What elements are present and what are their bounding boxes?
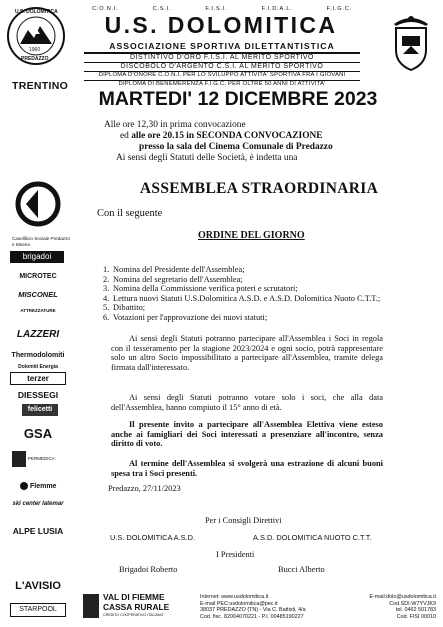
distinction-line: DIPLOMA DI BENEMERENZA F.I.G.C. PER OLTRE 50 ANNI DI ATTIVITA' bbox=[118, 81, 326, 87]
agenda-item: 5. Dibattito; bbox=[103, 303, 146, 313]
association-subtitle: ASSOCIAZIONE SPORTIVA DILETTANTISTICA bbox=[109, 41, 335, 51]
president-name-2: Bucci Alberto bbox=[278, 565, 325, 574]
convocation-block bbox=[104, 120, 384, 164]
sponsor-thermodolomiti: Thermodolomiti bbox=[11, 352, 65, 359]
assembly-title: ASSEMBLEA STRAORDINARIA bbox=[139, 180, 379, 197]
sponsor-flemme: Flemme bbox=[30, 483, 57, 490]
agenda-title: ORDINE DEL GIORNO bbox=[198, 230, 305, 241]
club-signature-1: U.S. DOLOMITICA A.S.D. bbox=[110, 533, 196, 542]
sponsor-diessegi: DIESSEGI bbox=[17, 390, 59, 400]
agenda-list bbox=[103, 265, 383, 323]
federation-label: C.O.N.I. bbox=[92, 6, 119, 12]
convocation-line-4: Ai sensi degli Statuti delle Società, è indetta una bbox=[116, 153, 298, 163]
participation-paragraph: Ai sensi degli Statuti potranno partecipare all'Assemblea i Soci in regola con il tesseramento per la stagione 2023/2024 e ogni socio, potrà rappresentare solo un altro Socio impossibilitato a partecipare all'Assemblea, tramite delega firmata dall'interessato. bbox=[111, 334, 383, 372]
with-following-label: Con il seguente bbox=[97, 208, 163, 219]
sponsor-felicetti: felicetti bbox=[22, 404, 58, 416]
flemme-icon bbox=[20, 482, 28, 490]
permedica-icon bbox=[12, 451, 26, 467]
distinction-line: DISTINTIVO D'ORO F.I.S.I. AL MERITO SPORTIVO bbox=[130, 54, 314, 61]
logo-year: 1960 bbox=[29, 47, 41, 53]
agenda-item: 6. Votazioni per l'approvazione dei nuovi statuti; bbox=[103, 312, 268, 322]
club-logo bbox=[6, 6, 66, 68]
bank-logo: VAL DI FIEMME CASSA RURALE CREDITO COOPERATIVO ITALIANO bbox=[83, 592, 195, 622]
logo-text-bottom: PREDAZZO bbox=[21, 56, 49, 62]
sponsor-latemar: ski center latemar bbox=[12, 501, 64, 507]
sponsor-gsa: GSA bbox=[23, 426, 53, 441]
place-date: Predazzo, 27/11/2023 bbox=[108, 484, 181, 493]
agenda-item: 4. Lettura nuovi Statuti U.S.Dolomitica A.S.D. e A.S.D. Dolomitica Nuoto C.T.T.; bbox=[103, 293, 381, 303]
date-title: MARTEDI' 12 DICEMBRE 2023 bbox=[98, 88, 378, 110]
federation-label: C.S.I. bbox=[152, 6, 172, 12]
sponsor-brigadoi: brigadoi bbox=[10, 251, 64, 263]
agenda-item: 1. Nomina del Presidente dell'Assemblea; bbox=[103, 265, 245, 274]
federation-label: F.I.G.C. bbox=[326, 6, 352, 12]
sponsor-dolomiti-energia: Dolomiti Energia bbox=[18, 364, 58, 370]
sponsor-terzer: terzer bbox=[10, 372, 66, 385]
club-name: U.S. DOLOMITICA bbox=[104, 12, 338, 38]
boards-label: Per i Consigli Direttivi bbox=[205, 516, 282, 525]
municipal-crest bbox=[386, 10, 436, 72]
sponsor-alpe-lusia: ALPE LUSIA bbox=[12, 526, 64, 536]
convocation-line-2: ed alle ore 20.15 in SECONDA CONVOCAZIONE bbox=[120, 131, 323, 141]
voting-paragraph: Ai sensi degli Statuti potranno votare solo i soci, che alla data dell'Assemblea, hanno compiuto il 15° anno di età. bbox=[111, 393, 383, 412]
invitation-paragraph: Il presente invito a partecipare all'Assemblea Elettiva viene esteso anche ai famigliari dei Soci interessati a presenziare all'incontro, senza diritto di voto. bbox=[111, 420, 383, 449]
sponsor-starpool: STARPOOL bbox=[10, 603, 66, 617]
distinction-line: DIPLOMA D'ONORE C.O.N.I. PER LO SVILUPPO ATTIVITA' SPORTIVA FRA I GIOVANI bbox=[98, 72, 346, 78]
sponsor-misconel: MISCONEL bbox=[18, 290, 58, 299]
agenda-item: 3. Nomina della Commissione verifica poteri e scrutatori; bbox=[103, 284, 298, 294]
sponsor-lazzeri: LAZZERI bbox=[16, 329, 60, 340]
sponsor-caseificio: Casolificio Sociale Predazzo e Moena bbox=[12, 236, 70, 247]
logo-text-top: U.S. DOLOMITICA bbox=[15, 9, 58, 15]
convocation-line-3: presso la sala del Cinema Comunale di Predazzo bbox=[139, 142, 333, 152]
footer-contacts-left: Internet: www.usdolomitica.it E-mail PEC:usdolomitica@pec.it 38037 PREDAZZO (TN) - Via C. Battisti, 4/a Cod. fisc. 82004070221 - P.I. 00485190227 bbox=[200, 594, 306, 621]
sponsor-microtec: MICROTEC bbox=[19, 273, 57, 280]
footer-contacts-right: E-mail:dolo@usdolomitica.it Cod.SDI-W7YVJK9 tel. 0462 501783 Cod. FISI 00010 bbox=[369, 594, 436, 621]
trentino-logo: TRENTINO bbox=[12, 80, 69, 92]
federation-label: F.I.S.I. bbox=[205, 6, 228, 12]
presidents-label: I Presidenti bbox=[216, 550, 255, 559]
club-signature-2: A.S.D. DOLOMITICA NUOTO C.T.T. bbox=[253, 533, 372, 542]
raffle-paragraph: Al termine dell'Assemblea si svolgerà una estrazione di alcuni buoni spesa tra i Soci presenti. bbox=[111, 459, 383, 478]
distinction-line: DISCOBOLO D'ARGENTO C.S.I. AL MERITO SPORTIVO bbox=[120, 63, 324, 70]
bank-icon bbox=[83, 594, 99, 618]
convocation-line-1: Alle ore 12,30 in prima convocazione bbox=[104, 120, 246, 130]
president-name-1: Brigadoi Roberto bbox=[119, 565, 178, 574]
csi-logo bbox=[8, 180, 68, 230]
agenda-item: 2. Nomina del segretario dell'Assemblea; bbox=[103, 274, 243, 284]
federation-label: F.I.D.A.L. bbox=[261, 6, 293, 12]
sponsor-permedica: PERMEDICA bbox=[12, 451, 68, 467]
sponsor-avisio: L'AVISIO bbox=[15, 580, 61, 592]
sponsor-attrezzature: ATTREZZATURE bbox=[20, 308, 56, 313]
